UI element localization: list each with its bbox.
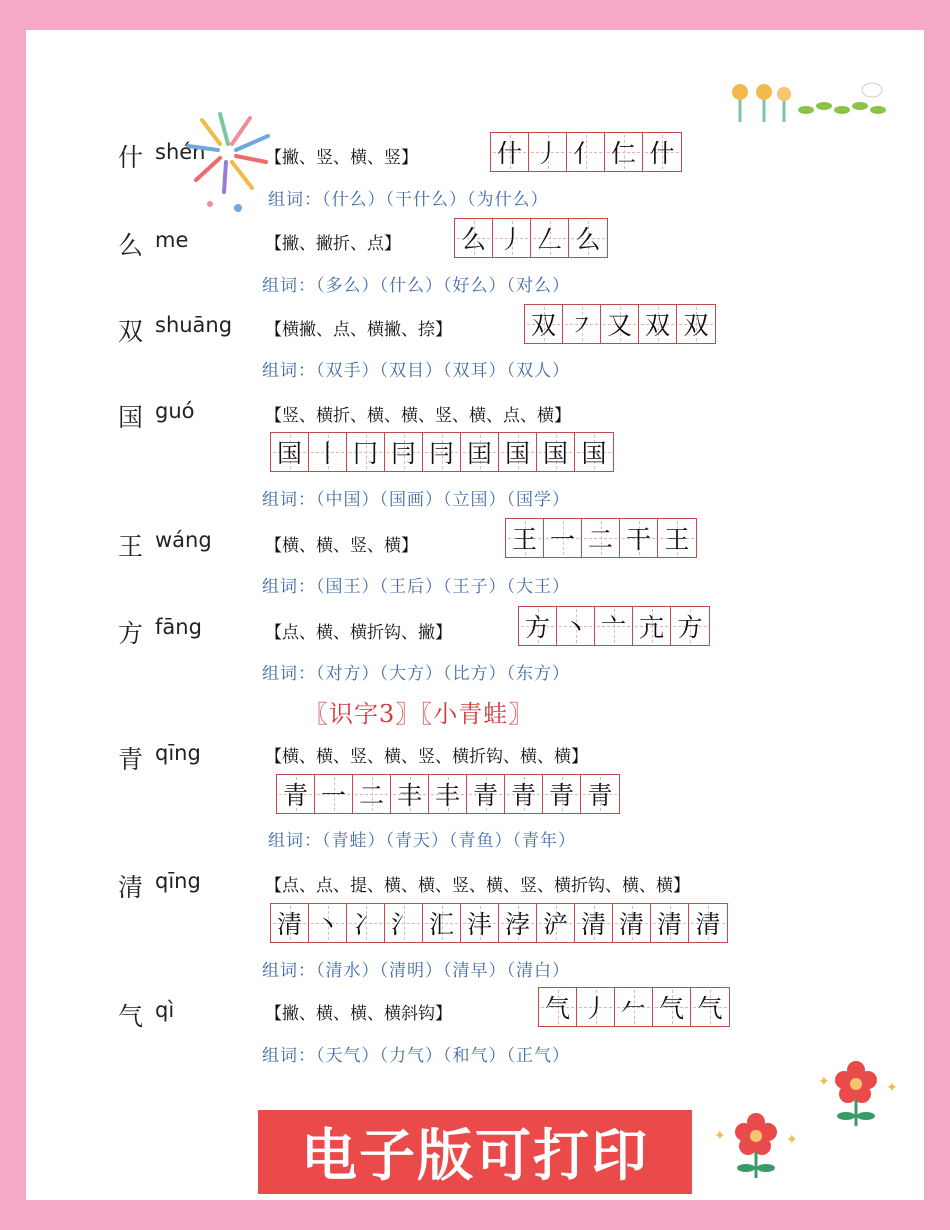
stroke-cell: 汇 (423, 904, 461, 942)
entry-pinyin: me (155, 228, 189, 252)
stroke-cell: 王 (658, 519, 696, 557)
entry-char: 青 (118, 745, 144, 774)
section-title: 〖识字3〗〖小青蛙〗 (304, 700, 534, 728)
entry-strokes: 【点、横、横折钩、撇】 (265, 623, 452, 643)
entry-strokes: 【撇、撇折、点】 (265, 234, 401, 254)
stroke-cell: 氵 (385, 904, 423, 942)
stroke-cell: 国 (575, 433, 613, 471)
entry-char: 清 (118, 873, 144, 902)
stroke-order-grid (276, 774, 620, 814)
stroke-cell: 气 (539, 988, 577, 1026)
svg-text:✦: ✦ (818, 1074, 830, 1090)
stroke-order-grid (270, 432, 614, 472)
entry-strokes: 【撇、竖、横、竖】 (265, 148, 418, 168)
stroke-cell: 沣 (461, 904, 499, 942)
word-list: 组词：（清水）（清明）（清早）（清白） (262, 961, 570, 981)
word-list: 组词：（中国）（国画）（立国）（国学） (262, 490, 570, 510)
stroke-cell: 亻 (567, 133, 605, 171)
stroke-cell: 什 (491, 133, 529, 171)
entry-strokes: 【横、横、竖、横、竖、横折钩、横、横】 (265, 747, 588, 767)
stroke-cell: 冂 (347, 433, 385, 471)
entry-pinyin: qīng (155, 741, 201, 765)
svg-text:✦: ✦ (886, 1080, 898, 1096)
stroke-order-grid (524, 304, 716, 344)
stroke-cell: 什 (643, 133, 681, 171)
stroke-cell: 浐 (537, 904, 575, 942)
stroke-cell: 么 (455, 219, 493, 257)
stroke-cell: 二 (582, 519, 620, 557)
stroke-cell: 方 (671, 607, 709, 645)
stroke-cell: 二 (353, 775, 391, 813)
stroke-cell: 𠃋 (531, 219, 569, 257)
stroke-cell: 亠 (595, 607, 633, 645)
stroke-cell: 冃 (423, 433, 461, 471)
flower-icon (812, 1058, 904, 1128)
stroke-order-grid (490, 132, 682, 172)
svg-text:✦: ✦ (786, 1132, 798, 1148)
word-list: 组词：（对方）（大方）（比方）（东方） (262, 664, 570, 684)
stroke-cell: 国 (499, 433, 537, 471)
stroke-cell: 双 (525, 305, 563, 343)
stroke-cell: 国 (537, 433, 575, 471)
stroke-cell: 囯 (461, 433, 499, 471)
entry-strokes: 【竖、横折、横、横、竖、横、点、横】 (265, 406, 571, 426)
entry-char: 什 (118, 143, 144, 172)
stroke-cell: 干 (620, 519, 658, 557)
stroke-cell: 国 (271, 433, 309, 471)
stroke-cell: 丿 (529, 133, 567, 171)
stroke-cell: 冫 (347, 904, 385, 942)
stroke-cell: ㇇ (563, 305, 601, 343)
stroke-cell: 一 (315, 775, 353, 813)
stroke-cell: 青 (543, 775, 581, 813)
stroke-cell: 双 (677, 305, 715, 343)
entry-pinyin: fāng (155, 615, 202, 639)
stroke-cell: 丶 (557, 607, 595, 645)
entry-char: 王 (118, 532, 144, 561)
stroke-cell: 又 (601, 305, 639, 343)
stroke-cell: 仁 (605, 133, 643, 171)
stroke-cell: 丿 (493, 219, 531, 257)
stroke-cell: 王 (506, 519, 544, 557)
entry-strokes: 【横撇、点、横撇、捺】 (265, 320, 452, 340)
stroke-cell: 丰 (429, 775, 467, 813)
entry-char: 方 (118, 619, 144, 648)
entry-char: 么 (118, 231, 144, 260)
stroke-cell: 丿 (577, 988, 615, 1026)
entry-pinyin: qīng (155, 869, 201, 893)
word-list: 组词：（多么）（什么）（好么）（对么） (262, 276, 570, 296)
stroke-cell: 方 (519, 607, 557, 645)
stroke-cell: 清 (575, 904, 613, 942)
entry-pinyin: shuāng (155, 313, 233, 337)
flower-icon (712, 1110, 804, 1180)
stroke-cell: 清 (689, 904, 727, 942)
stroke-cell: 青 (505, 775, 543, 813)
flowers-sprouts-icon (726, 76, 896, 136)
stroke-cell: 一 (544, 519, 582, 557)
entry-pinyin: qì (155, 998, 175, 1022)
stroke-cell: 𠂉 (615, 988, 653, 1026)
stroke-cell: 丶 (309, 904, 347, 942)
word-list: 组词：（国王）（王后）（王子）（大王） (262, 577, 570, 597)
stroke-cell: 浡 (499, 904, 537, 942)
entry-char: 双 (118, 317, 144, 346)
stroke-cell: 丰 (391, 775, 429, 813)
stroke-order-grid (505, 518, 697, 558)
stroke-cell: 青 (467, 775, 505, 813)
confetti-burst-icon (180, 100, 276, 220)
stroke-cell: 清 (271, 904, 309, 942)
stroke-order-grid (270, 903, 728, 943)
word-list: 组词：（天气）（力气）（和气）（正气） (262, 1046, 570, 1066)
entry-char: 国 (118, 403, 144, 432)
stroke-cell: 清 (613, 904, 651, 942)
stroke-order-grid (538, 987, 730, 1027)
word-list: 组词：（双手）（双目）（双耳）（双人） (262, 361, 570, 381)
entry-strokes: 【撇、横、横、横斜钩】 (265, 1004, 452, 1024)
stroke-cell: 么 (569, 219, 607, 257)
entry-strokes: 【横、横、竖、横】 (265, 536, 418, 556)
stroke-cell: 亢 (633, 607, 671, 645)
entry-strokes: 【点、点、提、横、横、竖、横、竖、横折钩、横、横】 (265, 876, 690, 896)
stroke-cell: 清 (651, 904, 689, 942)
stroke-cell: 丨 (309, 433, 347, 471)
stroke-cell: 冃 (385, 433, 423, 471)
entry-pinyin: wáng (155, 528, 212, 552)
svg-text:✦: ✦ (714, 1128, 726, 1144)
stroke-cell: 双 (639, 305, 677, 343)
stroke-cell: 气 (691, 988, 729, 1026)
stroke-order-grid (454, 218, 608, 258)
stroke-order-grid (518, 606, 710, 646)
stroke-cell: 青 (277, 775, 315, 813)
entry-pinyin: shén (155, 140, 206, 164)
word-list: 组词：（青蛙）（青天）（青鱼）（青年） (268, 831, 576, 851)
stroke-cell: 青 (581, 775, 619, 813)
word-list: 组词：（什么）（干什么）（为什么） (268, 190, 549, 210)
stroke-cell: 气 (653, 988, 691, 1026)
entry-pinyin: guó (155, 399, 195, 423)
entry-char: 气 (118, 1002, 144, 1031)
print-banner: 电子版可打印 (258, 1110, 692, 1194)
